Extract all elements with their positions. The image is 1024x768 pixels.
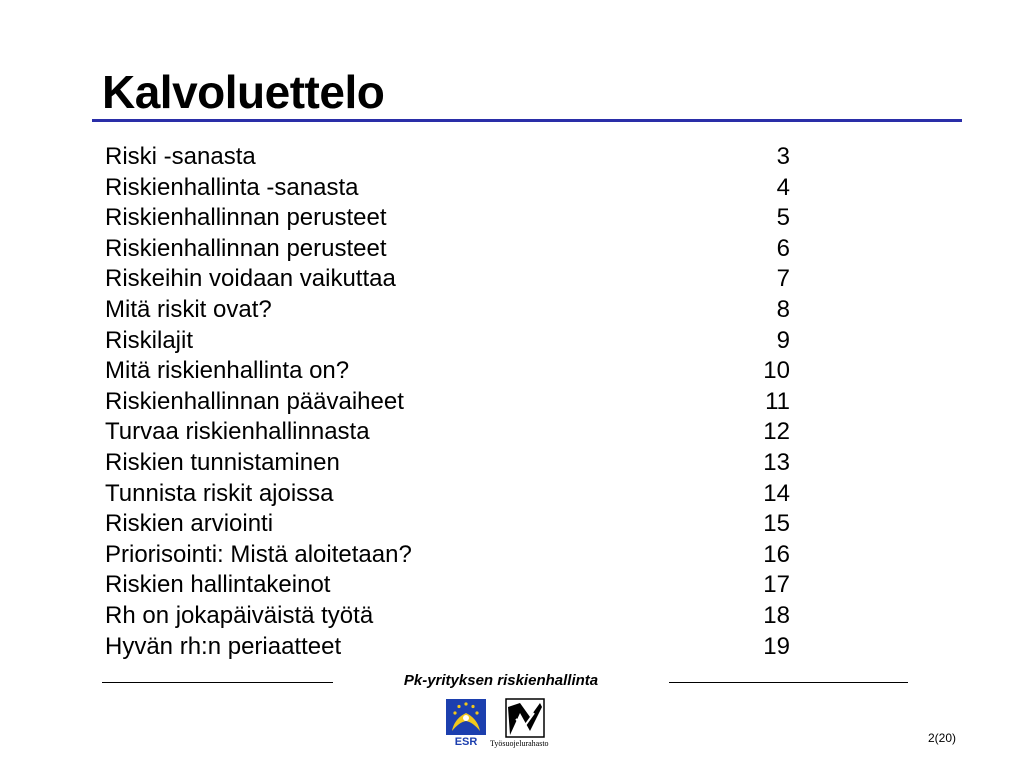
toc-row	[105, 264, 790, 295]
toc-row	[105, 540, 790, 571]
toc-item-page: 3	[776, 143, 790, 170]
toc-item-page: 14	[763, 479, 790, 507]
toc-item-label: Riskilajit	[105, 326, 194, 354]
toc-item-label: Mitä riskienhallinta on?	[105, 357, 350, 385]
toc-row	[105, 570, 790, 601]
toc-item-label: Hyvän rh:n periaatteet	[105, 632, 342, 660]
toc-row	[105, 448, 790, 479]
toc-item-page: 10	[763, 357, 790, 385]
toc-row	[105, 234, 790, 265]
toc-item-label: Riskienhallinnan perusteet	[105, 234, 387, 262]
tyosuojelurahasto-logo	[500, 697, 550, 741]
toc-item-label: Riski -sanasta	[105, 143, 256, 170]
toc-row	[105, 387, 790, 418]
toc-item-label: Riskeihin voidaan vaikuttaa	[105, 265, 396, 293]
toc-item-label: Riskien hallintakeinot	[105, 571, 331, 599]
slide-title: Kalvoluettelo	[102, 66, 385, 118]
title-divider	[92, 119, 962, 122]
toc-item-page: 16	[763, 540, 790, 568]
table-of-contents	[105, 142, 790, 662]
toc-row	[105, 203, 790, 234]
toc-row	[105, 632, 790, 663]
toc-item-page: 12	[763, 418, 790, 446]
toc-item-page: 11	[765, 387, 790, 415]
toc-item-page: 5	[776, 204, 790, 232]
footer-rule-right	[669, 682, 908, 683]
toc-row	[105, 142, 790, 173]
toc-item-label: Mitä riskit ovat?	[105, 295, 272, 323]
toc-row	[105, 417, 790, 448]
toc-item-label: Rh on jokapäiväistä työtä	[105, 601, 374, 629]
toc-item-label: Riskienhallinnan päävaiheet	[105, 387, 404, 415]
footer-rule-left	[102, 682, 333, 683]
toc-row	[105, 479, 790, 510]
toc-row	[105, 326, 790, 357]
page-number: 2(20)	[927, 731, 956, 745]
toc-item-label: Turvaa riskienhallinnasta	[105, 418, 370, 446]
toc-item-label: Tunnista riskit ajoissa	[105, 479, 334, 507]
esr-logo-text: ESR	[454, 736, 478, 747]
toc-item-label: Riskienhallinta -sanasta	[105, 173, 359, 201]
toc-item-page: 13	[763, 448, 790, 476]
toc-item-label: Priorisointi: Mistä aloitetaan?	[105, 540, 412, 568]
footer-title: Pk-yrityksen riskienhallinta	[403, 672, 599, 689]
toc-row	[105, 509, 790, 540]
esr-logo	[446, 699, 486, 747]
toc-item-page: 15	[763, 510, 790, 538]
toc-item-label: Riskien tunnistaminen	[105, 448, 340, 476]
toc-item-page: 8	[776, 295, 790, 323]
toc-item-page: 9	[776, 326, 790, 354]
toc-item-page: 18	[763, 601, 790, 629]
toc-item-label: Riskienhallinnan perusteet	[105, 204, 387, 232]
tyosuojelurahasto-logo-text: Työsuojelurahasto	[490, 739, 549, 748]
toc-item-label: Riskien arviointi	[105, 510, 274, 538]
toc-row	[105, 356, 790, 387]
toc-item-page: 19	[763, 632, 790, 660]
toc-item-page: 6	[776, 234, 790, 262]
toc-item-page: 7	[776, 265, 790, 293]
toc-item-page: 17	[763, 571, 790, 599]
toc-row	[105, 173, 790, 204]
toc-row	[105, 601, 790, 632]
toc-item-page: 4	[776, 173, 790, 201]
toc-row	[105, 295, 790, 326]
